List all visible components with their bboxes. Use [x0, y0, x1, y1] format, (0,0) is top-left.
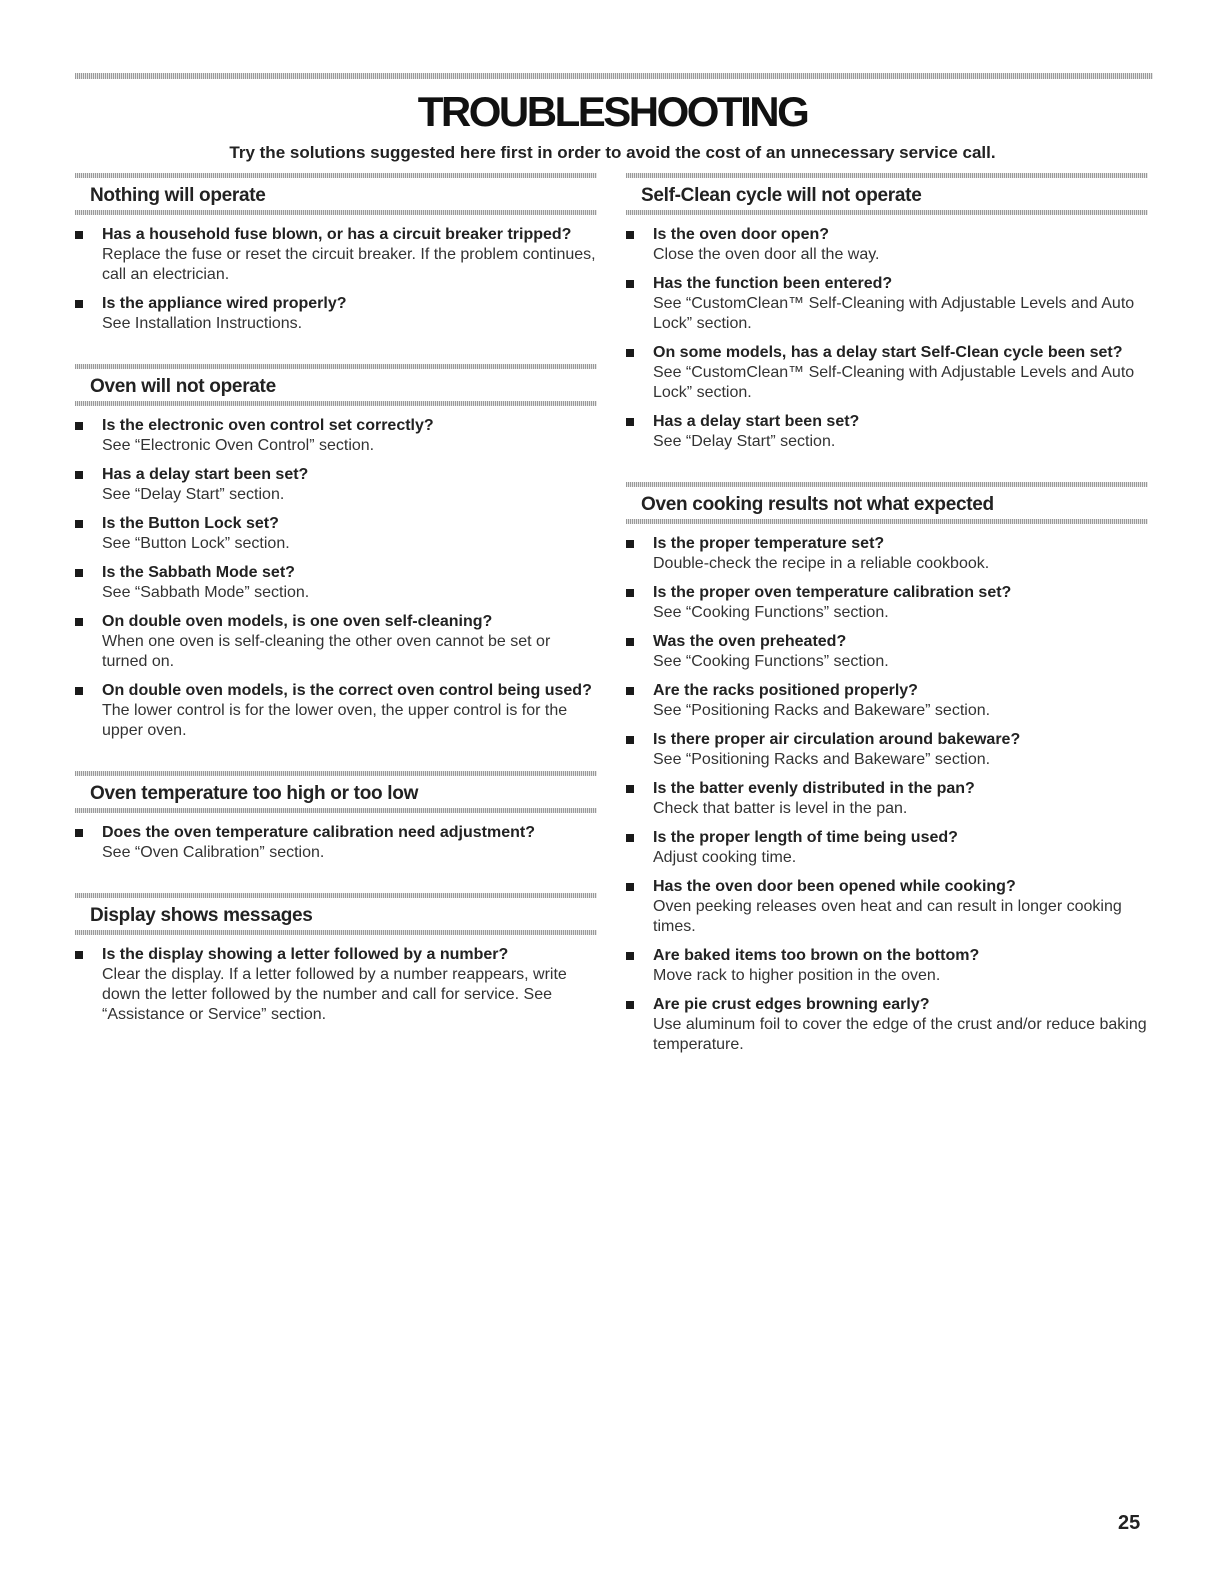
square-bullet-icon	[75, 300, 83, 308]
square-bullet-icon	[75, 687, 83, 695]
square-bullet-icon	[626, 280, 634, 288]
list-item	[75, 294, 597, 334]
question-text: Is the Sabbath Mode set?	[102, 564, 295, 581]
list-item	[626, 828, 1148, 868]
question-text: Does the oven temperature calibration need adjustment?	[102, 824, 535, 841]
list-item	[626, 583, 1148, 623]
question-text: Has the function been entered?	[653, 275, 893, 292]
question-text: Is the proper temperature set?	[653, 535, 885, 552]
answer-text: When one oven is self-cleaning the other oven cannot be set or turned on.	[102, 633, 551, 670]
list-item	[626, 681, 1148, 721]
list-item	[626, 412, 1148, 452]
section-rule-top	[75, 771, 597, 776]
square-bullet-icon	[626, 418, 634, 426]
list-item	[626, 225, 1148, 265]
section-rule-bottom	[75, 808, 597, 813]
list-item	[75, 823, 597, 863]
question-text: Has a delay start been set?	[102, 466, 309, 483]
square-bullet-icon	[75, 829, 83, 837]
section-rule-bottom	[626, 519, 1148, 524]
answer-text: See “Positioning Racks and Bakeware” section.	[653, 702, 991, 719]
list-item	[626, 343, 1148, 403]
answer-text: Check that batter is level in the pan.	[653, 800, 908, 817]
list-item	[75, 514, 597, 554]
square-bullet-icon	[626, 231, 634, 239]
section-rule-bottom	[75, 930, 597, 935]
answer-text: Move rack to higher position in the oven.	[653, 967, 941, 984]
item-list	[626, 225, 1148, 471]
question-text: Are pie crust edges browning early?	[653, 996, 930, 1013]
section-nothing-will-operate	[75, 170, 597, 353]
list-item	[75, 225, 597, 285]
list-item	[626, 730, 1148, 770]
section-header	[75, 170, 597, 212]
section-title: Display shows messages	[90, 905, 313, 926]
square-bullet-icon	[626, 589, 634, 597]
list-item	[626, 274, 1148, 334]
section-header	[75, 890, 597, 932]
section-oven-cooking-results-not-what-expected	[626, 479, 1148, 1074]
square-bullet-icon	[75, 471, 83, 479]
square-bullet-icon	[626, 883, 634, 891]
question-text: Is the oven door open?	[653, 226, 830, 243]
answer-text: See “Electronic Oven Control” section.	[102, 437, 375, 454]
answer-text: The lower control is for the lower oven, the upper control is for the upper oven.	[102, 702, 568, 739]
list-item	[75, 465, 597, 505]
question-text: Has a household fuse blown, or has a circuit breaker tripped?	[102, 226, 572, 243]
section-oven-will-not-operate	[75, 361, 597, 760]
section-rule-bottom	[75, 210, 597, 215]
section-header	[75, 768, 597, 810]
section-header	[626, 170, 1148, 212]
question-text: Is the electronic oven control set correctly?	[102, 417, 434, 434]
square-bullet-icon	[75, 231, 83, 239]
question-text: Has the oven door been opened while cooking?	[653, 878, 1016, 895]
list-item	[626, 632, 1148, 672]
answer-text: Use aluminum foil to cover the edge of the crust and/or reduce baking temperature.	[653, 1016, 1147, 1053]
list-item	[626, 995, 1148, 1055]
square-bullet-icon	[626, 834, 634, 842]
intro-text: Try the solutions suggested here first in order to avoid the cost of an unnecessary service call.	[229, 143, 996, 162]
section-title: Oven temperature too high or too low	[90, 783, 419, 804]
list-item	[75, 681, 597, 741]
square-bullet-icon	[626, 785, 634, 793]
question-text: On some models, has a delay start Self-Clean cycle been set?	[653, 344, 1123, 361]
question-text: Is the appliance wired properly?	[102, 295, 347, 312]
answer-text: See “Cooking Functions” section.	[653, 653, 889, 670]
square-bullet-icon	[75, 422, 83, 430]
item-list	[75, 945, 597, 1044]
answer-text: Clear the display. If a letter followed by a number reappears, write down the letter followed by the number and call for service. See “Assistance or Service” section.	[102, 966, 567, 1023]
question-text: Is the proper oven temperature calibration set?	[653, 584, 1012, 601]
square-bullet-icon	[75, 951, 83, 959]
answer-text: Close the oven door all the way.	[653, 246, 880, 263]
section-title: Oven cooking results not what expected	[641, 494, 994, 515]
answer-text: See “Delay Start” section.	[102, 486, 285, 503]
answer-text: See “Button Lock” section.	[102, 535, 290, 552]
list-item	[75, 563, 597, 603]
item-list	[626, 534, 1148, 1074]
top-rule	[75, 73, 1153, 79]
square-bullet-icon	[75, 618, 83, 626]
section-rule-top	[626, 173, 1148, 178]
answer-text: See “Oven Calibration” section.	[102, 844, 325, 861]
list-item	[75, 945, 597, 1025]
answer-text: See “Delay Start” section.	[653, 433, 836, 450]
square-bullet-icon	[75, 569, 83, 577]
question-text: Is there proper air circulation around bakeware?	[653, 731, 1021, 748]
list-item	[626, 877, 1148, 937]
left-column	[75, 170, 597, 1052]
section-title: Self-Clean cycle will not operate	[641, 185, 922, 206]
section-rule-top	[626, 482, 1148, 487]
answer-text: Double-check the recipe in a reliable cookbook.	[653, 555, 990, 572]
section-rule-bottom	[75, 401, 597, 406]
section-display-shows-messages	[75, 890, 597, 1044]
answer-text: See Installation Instructions.	[102, 315, 303, 332]
section-rule-top	[75, 173, 597, 178]
question-text: Is the batter evenly distributed in the pan?	[653, 780, 975, 797]
section-header	[75, 361, 597, 403]
square-bullet-icon	[626, 638, 634, 646]
square-bullet-icon	[626, 687, 634, 695]
list-item	[626, 946, 1148, 986]
question-text: On double oven models, is one oven self-cleaning?	[102, 613, 493, 630]
answer-text: See “Sabbath Mode” section.	[102, 584, 310, 601]
section-title: Oven will not operate	[90, 376, 276, 397]
answer-text: Oven peeking releases oven heat and can result in longer cooking times.	[653, 898, 1122, 935]
list-item	[75, 612, 597, 672]
answer-text: Adjust cooking time.	[653, 849, 797, 866]
question-text: Are the racks positioned properly?	[653, 682, 918, 699]
section-rule-top	[75, 364, 597, 369]
section-rule-bottom	[626, 210, 1148, 215]
question-text: Is the proper length of time being used?	[653, 829, 958, 846]
answer-text: See “Positioning Racks and Bakeware” section.	[653, 751, 991, 768]
question-text: Are baked items too brown on the bottom?	[653, 947, 980, 964]
list-item	[626, 779, 1148, 819]
item-list	[75, 225, 597, 353]
section-oven-temperature-too-high-or-too-low	[75, 768, 597, 882]
answer-text: Replace the fuse or reset the circuit breaker. If the problem continues, call an electrician.	[102, 246, 596, 283]
right-column	[626, 170, 1148, 1082]
question-text: Was the oven preheated?	[653, 633, 847, 650]
question-text: Has a delay start been set?	[653, 413, 860, 430]
square-bullet-icon	[626, 952, 634, 960]
section-title: Nothing will operate	[90, 185, 266, 206]
question-text: On double oven models, is the correct oven control being used?	[102, 682, 592, 699]
square-bullet-icon	[626, 349, 634, 357]
answer-text: See “CustomClean™ Self-Cleaning with Adjustable Levels and Auto Lock” section.	[653, 364, 1135, 401]
section-self-clean-cycle-will-not-operate	[626, 170, 1148, 471]
square-bullet-icon	[626, 1001, 634, 1009]
question-text: Is the display showing a letter followed by a number?	[102, 946, 509, 963]
section-rule-top	[75, 893, 597, 898]
item-list	[75, 416, 597, 760]
list-item	[75, 416, 597, 456]
question-text: Is the Button Lock set?	[102, 515, 279, 532]
page-title: TROUBLESHOOTING	[417, 88, 808, 135]
answer-text: See “CustomClean™ Self-Cleaning with Adjustable Levels and Auto Lock” section.	[653, 295, 1135, 332]
square-bullet-icon	[75, 520, 83, 528]
item-list	[75, 823, 597, 882]
square-bullet-icon	[626, 736, 634, 744]
square-bullet-icon	[626, 540, 634, 548]
page-number: 25	[1118, 1512, 1141, 1534]
list-item	[626, 534, 1148, 574]
section-header	[626, 479, 1148, 521]
answer-text: See “Cooking Functions” section.	[653, 604, 889, 621]
